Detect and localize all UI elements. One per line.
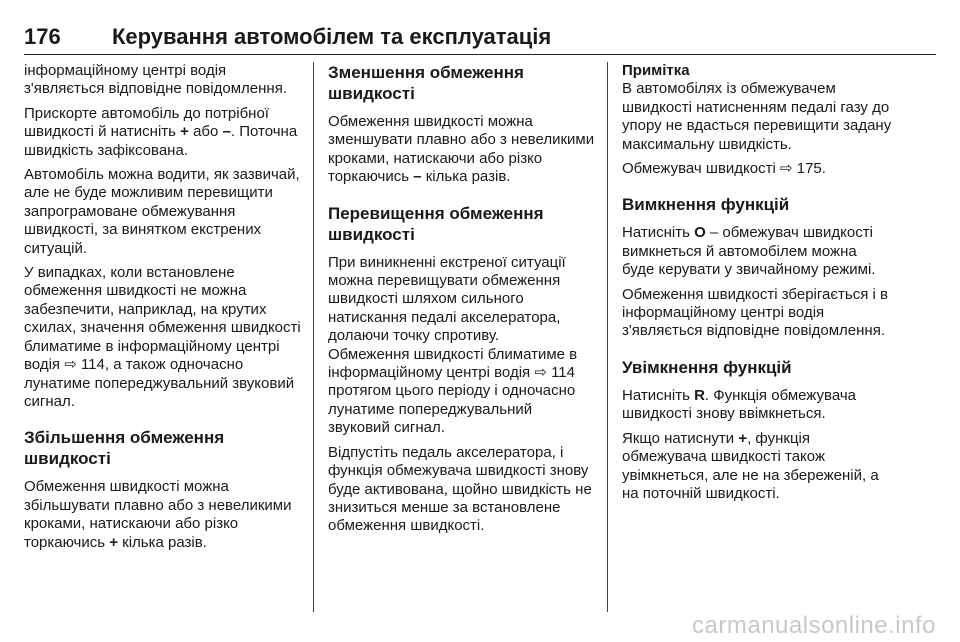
off-button-icon: O xyxy=(694,224,706,242)
paragraph: У випадках, коли встановлене обмеження швидкості не можна забезпечити, наприклад, на крутих схилах, значення обмеження швидкості блиматиме в інформаційному центрі водія ⇨ 114, а також одночасно лунатиме попереджувальний звуковий сигнал. xyxy=(24,264,301,410)
reference-arrow-icon: ⇨ xyxy=(534,364,547,382)
paragraph: Обмежувач швидкості ⇨ 175. xyxy=(622,160,826,178)
resume-button-icon: R xyxy=(694,386,705,404)
paragraph: Обмеження швидкості блиматиме в інформаційному центрі водія ⇨ 114 протягом цього періоду і одночасно лунатиме попереджувальний звуковий сигнал. xyxy=(328,345,578,437)
section-heading: Увімкнення функцій xyxy=(622,357,792,377)
reference-arrow-icon: ⇨ xyxy=(64,356,77,374)
section-heading: Зменшення обмеження швидкості xyxy=(328,63,524,103)
page-number: 176 xyxy=(24,24,61,49)
page-header xyxy=(24,20,936,55)
minus-icon: – xyxy=(222,123,231,141)
reference-arrow-icon: ⇨ xyxy=(780,160,793,178)
column-divider xyxy=(607,62,608,612)
paragraph: Обмеження швидкості можна зменшувати плавно або з невеликими кроками, натискаючи або різко торкаючись – кілька разів. xyxy=(328,113,595,186)
paragraph: При виникненні екстреної ситуації можна перевищувати обмеження швидкості шляхом сильного натискання педалі акселератора, долаючи точку спротиву. xyxy=(328,253,566,345)
minus-icon: – xyxy=(413,168,422,186)
column-divider xyxy=(313,62,314,612)
paragraph: Якщо натиснути +, функція обмежувача швидкості також увімкнеться, але не на збереженій, а на поточній швидкості. xyxy=(622,429,879,502)
plus-icon: + xyxy=(109,533,118,551)
paragraph: інформаційному центрі водія з'являється відповідне повідомлення. xyxy=(24,62,287,98)
note-text: В автомобілях із обмежувачем швидкості натисненням педалі газу до упору не вдасться перевищити задану максимальну швидкість. xyxy=(622,80,892,153)
paragraph: Автомобіль можна водити, як зазвичай, але не буде можливим перевищити запрограмоване обмежування швидкості, за винятком екстрених ситуацій. xyxy=(24,166,300,257)
note-title: Примітка xyxy=(622,62,690,79)
page-title: Керування автомобілем та експлуатація xyxy=(112,24,552,49)
column-2 xyxy=(328,62,596,542)
watermark: carmanualsonline.info xyxy=(692,612,936,639)
plus-icon: + xyxy=(180,123,189,141)
paragraph: Відпустіть педаль акселератора, і функція обмежувача швидкості знову буде активована, щойно швидкість не знизиться менше за встановлене обмеження швидкості. xyxy=(328,443,592,535)
paragraph: Обмеження швидкості зберігається і в інформаційному центрі водія з'являється відповідне повідомлення. xyxy=(622,285,888,340)
paragraph: Прискорте автомобіль до потрібної швидкості й натисніть + або –. Поточна швидкість зафіксована. xyxy=(24,104,298,159)
paragraph: Натисніть O – обмежувач швидкості вимкнеться й автомобілем можна буде керувати у звичайному режимі. xyxy=(622,224,876,279)
plus-icon: + xyxy=(738,429,748,447)
column-3 xyxy=(622,62,892,509)
paragraph: Натисніть R. Функція обмежувача швидкості знову ввімкнеться. xyxy=(622,386,856,423)
section-heading: Перевищення обмеження швидкості xyxy=(328,203,544,244)
column-1 xyxy=(24,62,302,558)
paragraph: Обмеження швидкості можна збільшувати плавно або з невеликими кроками, натискаючи або різко торкаючись + кілька разів. xyxy=(24,478,292,551)
section-heading: Вимкнення функцій xyxy=(622,195,790,215)
section-heading: Збільшення обмеження швидкості xyxy=(24,428,225,469)
